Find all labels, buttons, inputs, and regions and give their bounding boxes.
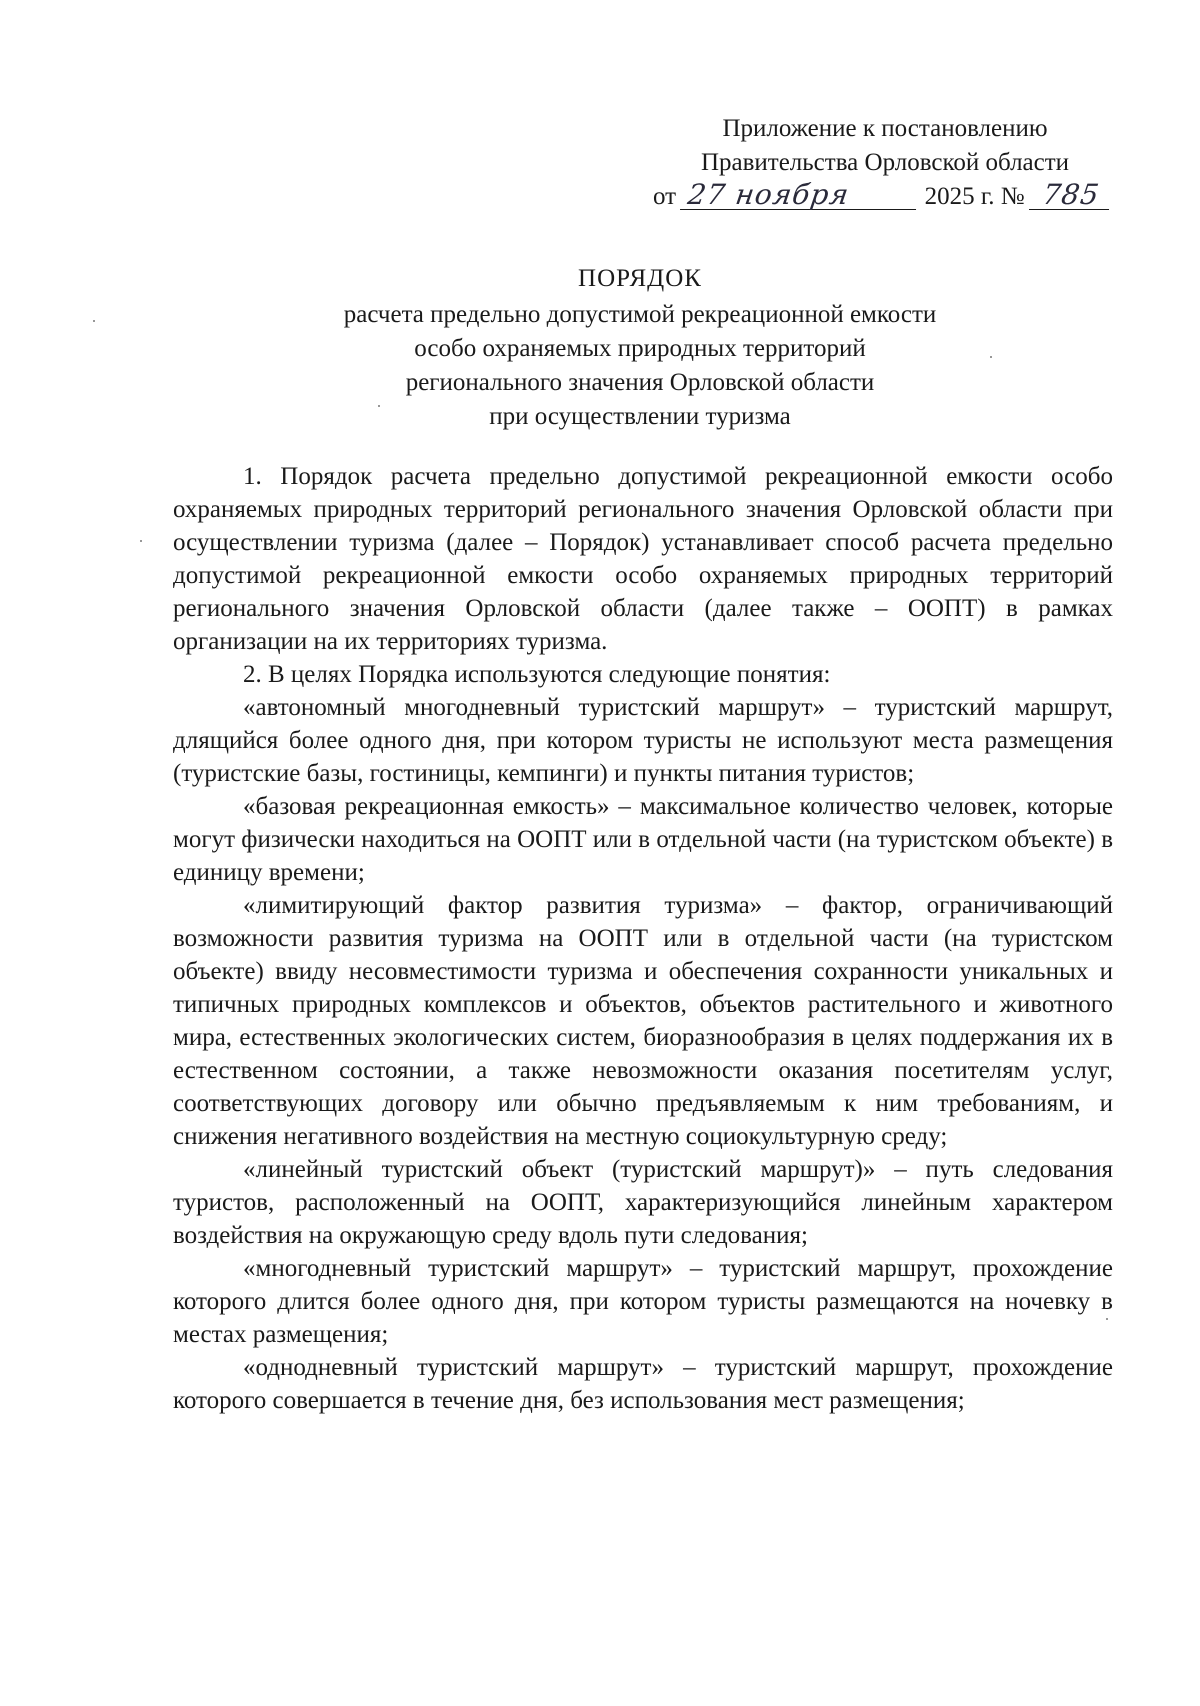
paragraph: «многодневный туристский маршрут» – туристский маршрут, прохождение которого длится более одного дня, при котором туристы размещаются на ночевку в местах размещения; — [173, 1255, 1113, 1348]
scan-speck — [378, 405, 380, 407]
subtitle-line: при осуществлении туризма — [489, 403, 791, 430]
appendix-line-2: Правительства Орловской области — [700, 149, 1070, 176]
paragraph: «однодневный туристский маршрут» – туристский маршрут, прохождение которого совершается в течение дня, без использования мест размещения; — [173, 1354, 1113, 1414]
subtitle-line: расчета предельно допустимой рекреационной емкости — [343, 301, 937, 328]
paragraph: «лимитирующий фактор развития туризма» – фактор, ограничивающий возможности развития туризма на ООПТ или в отдельной части (на туристском объекте) ввиду несовместимости туризма и обеспечения сохранности уникальных и типичных природных комплексов и объектов, объектов растительного и животного мира, естественных экологических систем, биоразнообразия в целях поддержания их в естественном состоянии, а также невозможности оказания посетителям услуг, соответствующих договору или обычно предъявляемым к ним требованиям, и снижения негативного воздействия на местную социокультурную среду; — [173, 892, 1113, 1150]
date-prefix: от — [653, 183, 677, 210]
paragraph: «автономный многодневный туристский маршрут» – туристский маршрут, длящийся более одного дня, при котором туристы не используют места размещения (туристские базы, гостиницы, кемпинги) и пункты питания туристов; — [173, 694, 1113, 787]
year-number-label: 2025 г. № — [924, 183, 1025, 210]
appendix-date-line — [653, 180, 1110, 214]
scan-speck — [1106, 1318, 1108, 1320]
paragraph: 2. В целях Порядка используются следующие понятия: — [243, 661, 831, 688]
document-title-block — [170, 262, 1110, 434]
appendix-header — [640, 112, 1110, 214]
scan-speck — [140, 540, 142, 542]
subtitle-line: регионального значения Орловской области — [405, 369, 875, 396]
scan-speck — [93, 320, 95, 322]
paragraph: «линейный туристский объект (туристский маршрут)» – путь следования туристов, расположенный на ООПТ, характеризующийся линейным характером воздействия на окружающую среду вдоль пути следования; — [173, 1156, 1113, 1249]
handwritten-number: 785 — [1029, 181, 1113, 210]
document-body — [173, 460, 1113, 1417]
subtitle-line: особо охраняемых природных территорий — [414, 335, 866, 362]
paragraph: «базовая рекреационная емкость» – максимальное количество человек, которые могут физически находиться на ООПТ или в отдельной части (на туристском объекте) в единицу времени; — [173, 793, 1113, 886]
document-title: ПОРЯДОК — [578, 265, 702, 292]
appendix-line-1: Приложение к постановлению — [722, 115, 1048, 142]
paragraph: 1. Порядок расчета предельно допустимой рекреационной емкости особо охраняемых природных территорий регионального значения Орловской области при осуществлении туризма (далее – Порядок) устанавливает способ расчета предельно допустимой рекреационной емкости особо охраняемых природных территорий регионального значения Орловской области (далее также – ООПТ) в рамках организации на их территориях туризма. — [173, 463, 1113, 655]
handwritten-date: 27 ноября — [680, 181, 920, 210]
scan-speck — [990, 356, 992, 358]
